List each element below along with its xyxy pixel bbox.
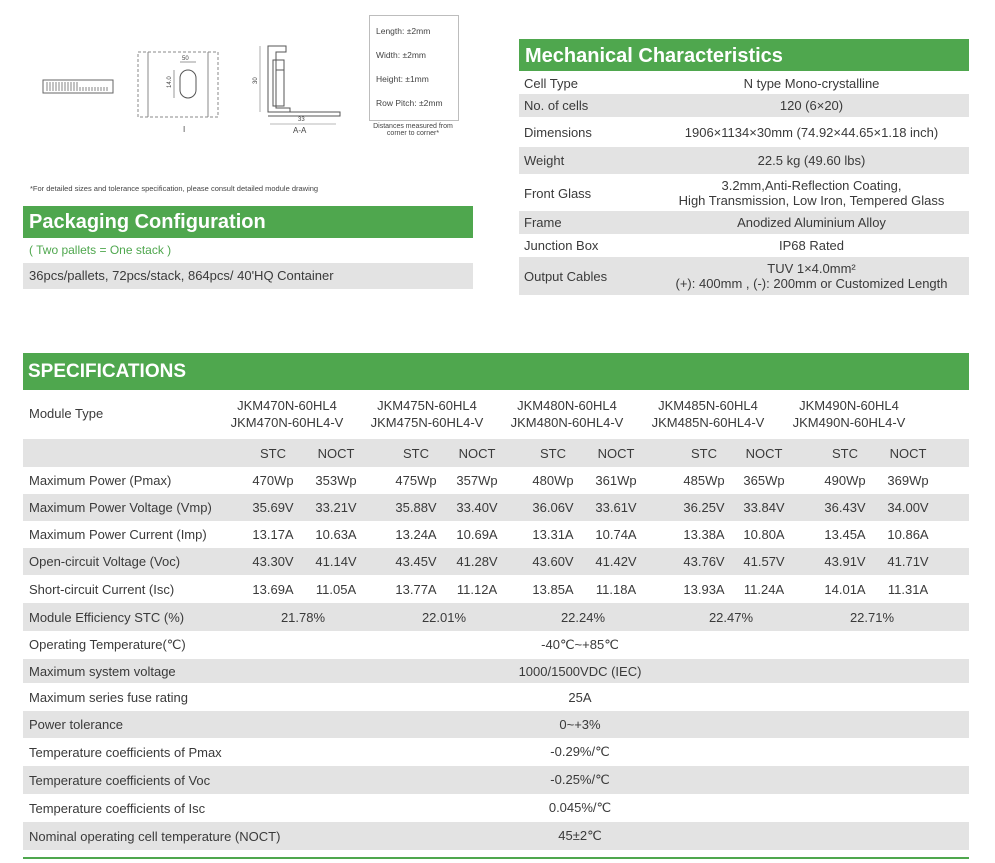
mechanical-value-line: TUV 1×4.0mm² [767,261,856,276]
drawing-note: *For detailed sizes and tolerance specification, please consult detailed module drawing [30,184,319,193]
spec-label: Temperature coefficients of Isc [29,800,206,816]
mechanical-value [654,94,969,117]
spec-value: 13.45A [824,527,866,542]
spec-label: Temperature coefficients of Pmax [29,744,222,760]
mechanical-value [654,234,969,256]
mechanical-label: Dimensions [524,125,592,140]
mechanical-value [654,72,969,94]
spec-model-name [217,390,357,437]
spec-value: 11.12A [456,581,498,597]
mechanical-value [654,147,969,174]
mechanical-value-line: 1906×1134×30mm (74.92×44.65×1.18 inch) [684,125,939,140]
spec-label: Module Type [29,406,104,421]
spec-noct-header: NOCT [458,445,496,461]
spec-value: 41.71V [887,554,929,569]
spec-value: 0~+3% [559,717,601,732]
frame-side-view [43,80,113,93]
spec-stc-header: STC [691,445,717,461]
spec-value: 33.61V [595,500,637,515]
spec-value: 10.74A [595,527,637,542]
spec-value: 22.24% [560,609,606,625]
mechanical-row [519,94,969,117]
tolerance-box [369,15,459,121]
spec-value: 10.86A [887,527,929,542]
spec-value: 485Wp [683,473,725,488]
spec-value: 10.80A [743,527,785,542]
dim-thickness: 30 [253,77,259,84]
mechanical-row [519,175,969,211]
spec-value: 11.18A [595,581,637,597]
spec-model-line: JKM485N-60HL4 [658,397,758,413]
spec-noct-header: NOCT [889,445,927,461]
spec-value: 10.69A [456,527,498,542]
spec-value: 43.60V [532,554,574,569]
mounting-hole-detail [138,52,218,117]
spec-value: 13.69A [252,581,294,597]
spec-value: 22.47% [708,609,754,625]
dim-base: 33 [298,117,305,123]
spec-value: 41.57V [743,554,785,569]
spec-value: 490Wp [824,473,866,488]
spec-model-line: JKM470N-60HL4-V [230,414,344,430]
mechanical-label: Frame [524,215,562,230]
spec-label: Temperature coefficients of Voc [29,772,211,788]
spec-model-name [357,390,497,437]
spec-value: 22.71% [849,609,895,625]
spec-model-name [779,390,919,437]
spec-model-line: JKM475N-60HL4-V [370,414,484,430]
spec-value: 0.045%/℃ [548,800,612,815]
spec-value: 33.21V [315,500,357,515]
spec-value: 35.69V [252,500,294,515]
mechanical-value [654,211,969,234]
caption-line-2: corner to corner* [386,130,440,137]
spec-value: 21.78% [280,609,326,625]
spec-value: 43.91V [824,554,866,569]
packaging-detail: 36pcs/pallets, 72pcs/stack, 864pcs/ 40'HQ Container [23,263,473,289]
spec-value: 480Wp [532,473,574,488]
spec-row [23,467,969,494]
mechanical-label: Output Cables [524,268,608,284]
spec-model-line: JKM490N-60HL4 [799,397,899,413]
spec-value: 22.01% [421,609,467,625]
spec-model-line: JKM475N-60HL4 [377,397,477,413]
spec-row-module-type [23,390,969,437]
frame-section-a-a [260,46,340,124]
spec-value: 36.43V [824,500,866,515]
spec-model-line: JKM480N-60HL4 [517,397,617,413]
spec-row [23,683,969,712]
mechanical-value [654,175,969,211]
spec-row [23,794,969,822]
spec-value: 35.88V [395,500,437,515]
spec-model-name [638,390,778,437]
spec-label: Maximum Power Voltage (Vmp) [29,500,212,515]
spec-row [23,521,969,548]
spec-value: 369Wp [887,473,929,488]
module-drawing [40,40,350,140]
spec-stc-header: STC [540,445,566,461]
spec-value: 14.01A [824,581,866,597]
spec-label: Maximum system voltage [29,663,176,679]
mechanical-value-line: 120 (6×20) [779,98,844,113]
spec-value: 11.05A [315,581,357,597]
mechanical-value-line: Anodized Aluminium Alloy [737,215,886,230]
specifications-title: SPECIFICATIONS [23,353,969,390]
mechanical-label: Front Glass [524,185,592,201]
spec-value: -0.25%/℃ [550,772,610,787]
spec-value: 11.24A [743,581,785,597]
spec-value: 13.93A [683,581,725,597]
mechanical-row [519,72,969,94]
mechanical-label: Weight [524,153,565,168]
spec-label: Nominal operating cell temperature (NOCT) [29,828,281,844]
mechanical-row [519,257,969,295]
tolerance-row-pitch: Row Pitch: ±2mm [376,98,443,108]
mechanical-value-line: 3.2mm,Anti-Reflection Coating, [721,178,902,193]
spec-stc-header: STC [403,445,429,461]
spec-value: 43.45V [395,554,437,569]
spec-value: 1000/1500VDC (IEC) [518,663,642,679]
spec-label: Module Efficiency STC (%) [29,609,185,625]
spec-model-line: JKM470N-60HL4 [237,397,337,413]
spec-value: -0.29%/℃ [550,744,610,759]
spec-label: Operating Temperature(℃) [29,637,186,652]
spec-value: 11.31A [887,581,929,597]
spec-value: 13.77A [395,581,437,597]
mechanical-value-line: 22.5 kg (49.60 lbs) [757,153,866,168]
mechanical-value-line: N type Mono-crystalline [743,75,880,91]
spec-value: 25A [568,690,592,705]
spec-value: 43.76V [683,554,725,569]
packaging-subtitle: ( Two pallets = One stack ) [29,243,172,257]
spec-row-efficiency [23,603,969,631]
spec-model-line: JKM480N-60HL4-V [510,414,624,430]
mechanical-value-line: IP68 Rated [778,237,845,253]
spec-model-line: JKM485N-60HL4-V [651,414,765,430]
mechanical-label: Junction Box [524,237,599,253]
tolerance-width: Width: ±2mm [376,50,427,60]
caption-line-1: Distances measured from [373,123,453,130]
spec-value: 45±2℃ [558,828,602,843]
spec-value: 36.25V [683,500,725,515]
spec-noct-header: NOCT [745,445,783,461]
mechanical-row [519,211,969,234]
dim-width: 50 [182,56,189,62]
spec-label: Open-circuit Voltage (Voc) [29,554,181,569]
spec-value: 475Wp [395,473,437,488]
spec-value: 365Wp [743,473,785,488]
mechanical-label: Cell Type [524,75,578,91]
spec-row [23,766,969,794]
view-label-a-a: A-A [293,126,307,135]
spec-value: 13.31A [532,527,574,542]
spec-stc-header: STC [832,445,858,461]
spec-row [23,548,969,575]
mechanical-row [519,147,969,174]
spec-value: 357Wp [456,473,498,488]
spec-value: 41.28V [456,554,498,569]
view-label-i: I [183,125,186,134]
spec-row [23,631,969,659]
spec-stc-header: STC [260,445,286,461]
spec-value: 41.14V [315,554,357,569]
mechanical-title: Mechanical Characteristics [519,39,969,71]
spec-row [23,494,969,521]
mechanical-value [654,118,969,147]
mechanical-value-line: (+): 400mm , (-): 200mm or Customized Length [675,276,948,291]
mechanical-value-line: High Transmission, Low Iron, Tempered Glass [678,193,945,208]
spec-row [23,711,969,738]
spec-label: Maximum Power Current (Imp) [29,527,207,542]
spec-value: -40℃~+85℃ [541,637,619,652]
spec-label: Power tolerance [29,717,123,732]
spec-row-conditions [23,439,969,467]
spec-value: 353Wp [315,473,357,488]
drawing-caption [358,123,468,137]
mechanical-row [519,118,969,147]
mechanical-row [519,234,969,256]
spec-row [23,575,969,603]
spec-value: 43.30V [252,554,294,569]
spec-value: 13.38A [683,527,725,542]
spec-noct-header: NOCT [317,445,355,461]
spec-value: 361Wp [595,473,637,488]
spec-value: 33.40V [456,500,498,515]
spec-row [23,738,969,766]
spec-value: 33.84V [743,500,785,515]
spec-value: 41.42V [595,554,637,569]
spec-model-line: JKM490N-60HL4-V [792,414,906,430]
spec-model-name [497,390,637,437]
mechanical-value [654,257,969,295]
spec-label: Short-circuit Current (Isc) [29,581,175,597]
spec-row [23,822,969,850]
spec-label: Maximum series fuse rating [29,690,188,705]
tolerance-height: Height: ±1mm [376,74,429,84]
spec-value: 13.24A [395,527,437,542]
spec-label: Maximum Power (Pmax) [29,473,172,488]
spec-value: 470Wp [252,473,294,488]
dim-height: 14.0 [167,76,173,88]
spec-value: 13.17A [252,527,294,542]
packaging-title: Packaging Configuration [23,206,473,238]
spec-value: 13.85A [532,581,574,597]
spec-value: 36.06V [532,500,574,515]
tolerance-length: Length: ±2mm [376,26,431,36]
spec-value: 10.63A [315,527,357,542]
spec-noct-header: NOCT [597,445,635,461]
spec-row [23,659,969,683]
bottom-divider [23,857,969,859]
mechanical-label: No. of cells [524,98,589,113]
spec-value: 34.00V [887,500,929,515]
